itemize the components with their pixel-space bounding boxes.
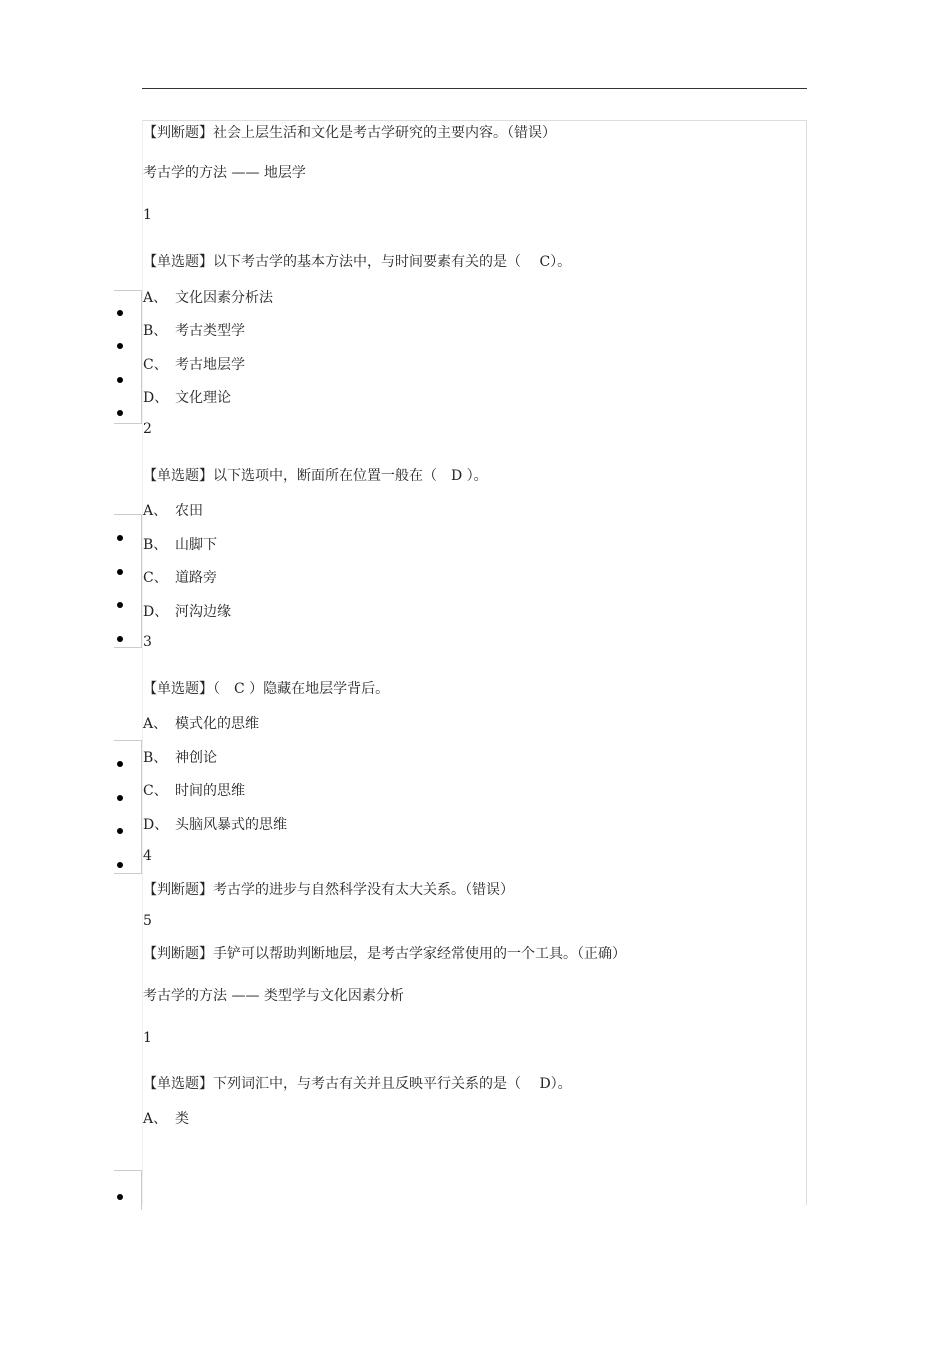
bullet-dot — [117, 761, 123, 767]
bullet-dot — [117, 569, 123, 575]
content-frame — [142, 120, 807, 1205]
single-choice-question: 【单选题】以下选项中，断面所在位置一般在（ D ）。 — [143, 468, 488, 484]
option-c[interactable]: C、 考古地层学 — [143, 357, 245, 373]
option-bracket — [114, 740, 142, 874]
bullet-dot — [117, 535, 123, 541]
top-rule — [142, 88, 807, 89]
option-c[interactable]: C、 时间的思维 — [143, 783, 245, 799]
question-number: 1 — [143, 1030, 152, 1046]
question-number: 1 — [143, 207, 152, 223]
question-number: 3 — [143, 634, 152, 650]
section-heading: 考古学的方法 —— 地层学 — [143, 165, 306, 181]
option-b[interactable]: B、 神创论 — [143, 750, 217, 766]
question-number: 2 — [143, 421, 152, 437]
option-a[interactable]: A、 类 — [143, 1111, 189, 1127]
option-d[interactable]: D、 头脑风暴式的思维 — [143, 817, 287, 833]
bullet-dot — [117, 343, 123, 349]
judgment-question: 【判断题】考古学的进步与自然科学没有太大关系。（错误） — [143, 882, 514, 898]
option-a[interactable]: A、 农田 — [143, 503, 203, 519]
single-choice-question: 【单选题】下列词汇中，与考古有关并且反映平行关系的是（ D）。 — [143, 1076, 572, 1092]
bullet-dot — [117, 828, 123, 834]
judgment-question: 【判断题】手铲可以帮助判断地层，是考古学家经常使用的一个工具。（正确） — [143, 946, 626, 962]
bullet-dot — [117, 377, 123, 383]
bullet-dot — [117, 862, 123, 868]
judgment-question: 【判断题】社会上层生活和文化是考古学研究的主要内容。（错误） — [143, 125, 556, 141]
option-c[interactable]: C、 道路旁 — [143, 570, 217, 586]
section-heading: 考古学的方法 —— 类型学与文化因素分析 — [143, 988, 404, 1004]
single-choice-question: 【单选题】（ C ）隐藏在地层学背后。 — [143, 681, 390, 697]
option-a[interactable]: A、 文化因素分析法 — [143, 290, 273, 306]
option-a[interactable]: A、 模式化的思维 — [143, 716, 259, 732]
bullet-dot — [117, 602, 123, 608]
bullet-dot — [117, 1194, 123, 1200]
question-number: 5 — [143, 913, 152, 929]
option-d[interactable]: D、 文化理论 — [143, 390, 231, 406]
option-b[interactable]: B、 山脚下 — [143, 537, 217, 553]
option-d[interactable]: D、 河沟边缘 — [143, 604, 231, 620]
question-number: 4 — [143, 848, 152, 864]
option-bracket — [114, 514, 142, 648]
single-choice-question: 【单选题】以下考古学的基本方法中，与时间要素有关的是（ C）。 — [143, 254, 572, 270]
bullet-dot — [117, 410, 123, 416]
bullet-dot — [117, 310, 123, 316]
bullet-dot — [117, 795, 123, 801]
option-bracket — [114, 1170, 142, 1210]
bullet-dot — [117, 636, 123, 642]
option-b[interactable]: B、 考古类型学 — [143, 323, 245, 339]
